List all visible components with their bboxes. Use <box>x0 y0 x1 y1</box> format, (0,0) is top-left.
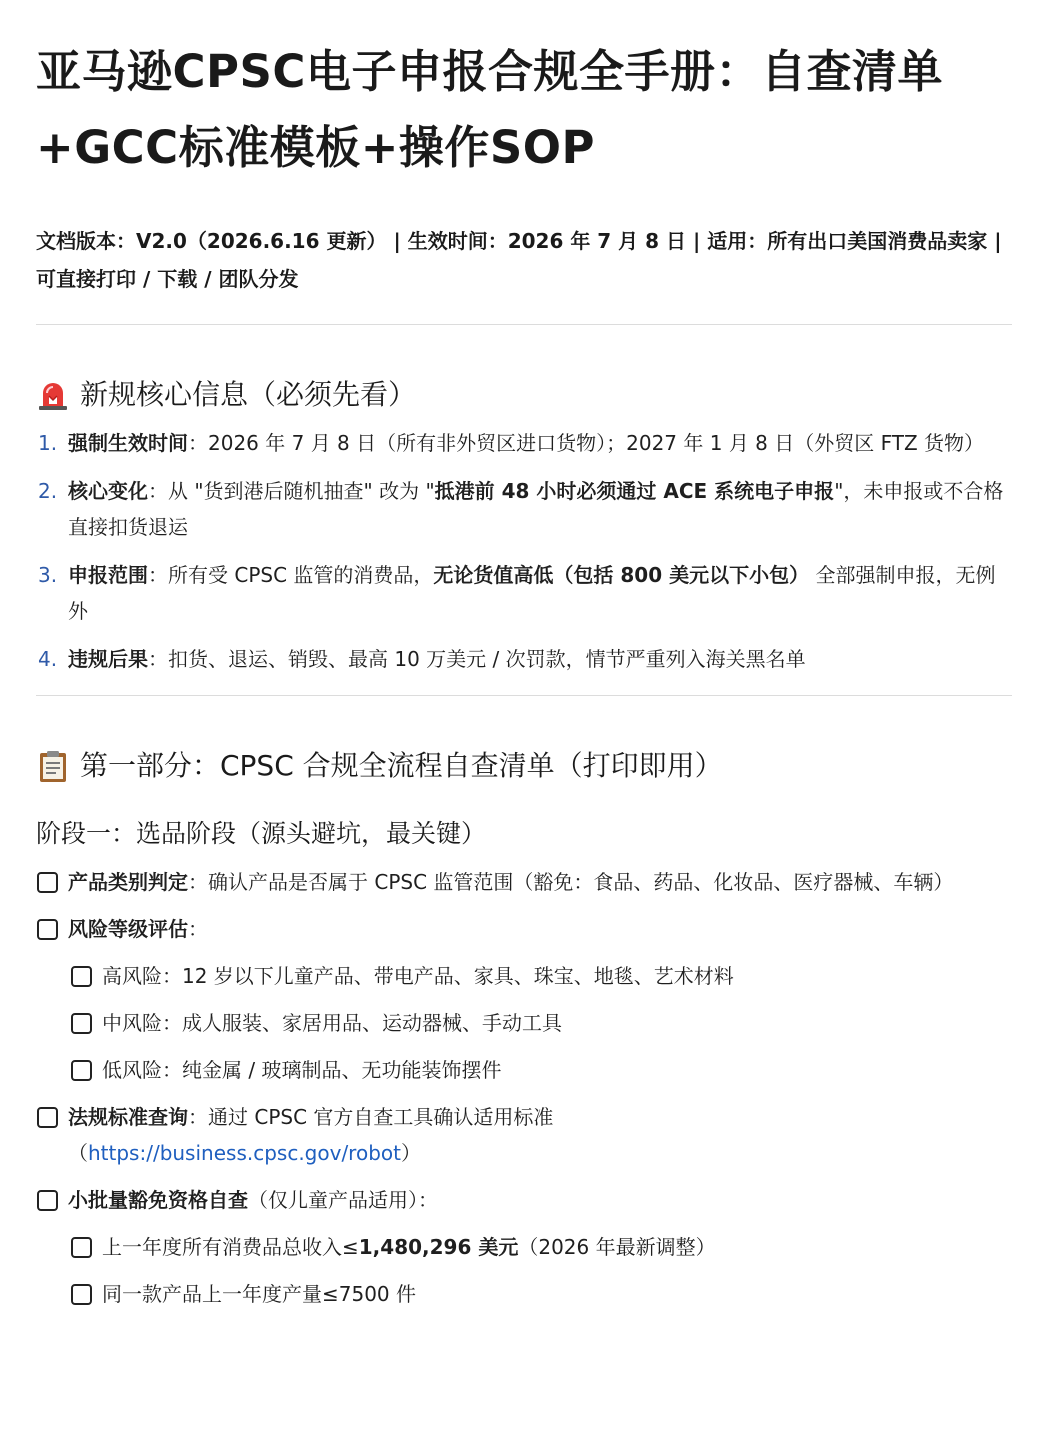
cpsc-robot-link[interactable]: https://business.cpsc.gov/robot <box>88 1141 401 1165</box>
stage-one-heading: 阶段一：选品阶段（源头避坑，最关键） <box>36 819 487 848</box>
checklist-text: ） <box>400 1141 421 1165</box>
checklist-item-small-batch[interactable] <box>36 1182 1012 1218</box>
list-item-label: 核心变化 <box>68 479 148 503</box>
checklist-subitem-revenue[interactable] <box>70 1229 1012 1265</box>
checkbox[interactable] <box>71 1060 92 1081</box>
siren-icon <box>36 378 70 412</box>
checkbox[interactable] <box>71 1237 92 1258</box>
checklist-label: 小批量豁免资格自查 <box>68 1188 248 1212</box>
list-item <box>36 473 1012 545</box>
checklist-item-standard[interactable] <box>36 1099 1012 1171</box>
divider <box>36 324 1012 325</box>
core-info-heading-text: 新规核心信息（必须先看） <box>80 378 417 411</box>
checkbox[interactable] <box>71 1013 92 1034</box>
checklist-text: （ <box>68 1141 88 1165</box>
checkbox[interactable] <box>71 1284 92 1305</box>
list-number: 3. <box>38 563 58 587</box>
checklist-subitem-mid-risk[interactable] <box>70 1005 1012 1041</box>
checklist-text: 中风险：成人服装、家居用品、运动器械、手动工具 <box>102 1011 562 1035</box>
checklist-text: 同一款产品上一年度产量≤7500 件 <box>102 1282 417 1306</box>
clipboard-icon <box>36 749 70 783</box>
checklist-item-risk[interactable] <box>36 911 1012 947</box>
list-number: 2. <box>38 479 58 503</box>
core-info-list <box>36 425 1012 677</box>
checklist-label: 产品类别判定 <box>68 870 188 894</box>
list-item <box>36 557 1012 629</box>
list-number: 1. <box>38 431 58 455</box>
checklist-text: ：确认产品是否属于 CPSC 监管范围（豁免：食品、药品、化妆品、医疗器械、车辆） <box>188 870 954 894</box>
checklist-subitem-low-risk[interactable] <box>70 1052 1012 1088</box>
list-item-text: ：扣货、退运、销毁、最高 10 万美元 / 次罚款，情节严重列入海关黑名单 <box>148 647 806 671</box>
list-item-text: ：2026 年 7 月 8 日（所有非外贸区进口货物）；2027 年 1 月 8 日（外贸区 FTZ 货物） <box>188 431 985 455</box>
list-item <box>36 641 1012 677</box>
core-info-heading <box>36 375 1012 415</box>
part-one-heading-text: 第一部分：CPSC 合规全流程自查清单（打印即用） <box>80 749 723 782</box>
checklist-text: ：通过 CPSC 官方自查工具确认适用标准 <box>188 1105 554 1129</box>
checkbox[interactable] <box>37 1190 58 1211</box>
document-meta: 文档版本：V2.0（2026.6.16 更新） | 生效时间：2026 年 7 月 8 日 | 适用：所有出口美国消费品卖家 | 可直接打印 / 下载 / 团队分发 <box>36 229 1002 291</box>
checkbox[interactable] <box>37 1107 58 1128</box>
list-item-text: "，未申报或不合格直接扣货退运 <box>68 479 1004 539</box>
list-item-label: 强制生效时间 <box>68 431 188 455</box>
checklist-text: 上一年度所有消费品总收入≤ <box>102 1235 359 1259</box>
checklist-item-category[interactable] <box>36 864 1012 900</box>
checklist-subitem-high-risk[interactable] <box>70 958 1012 994</box>
list-item-label: 申报范围 <box>68 563 148 587</box>
checkbox[interactable] <box>37 872 58 893</box>
list-item-emphasis: 抵港前 48 小时必须通过 ACE 系统电子申报 <box>434 479 835 503</box>
checklist-text: （2026 年最新调整） <box>518 1235 716 1259</box>
divider <box>36 695 1012 696</box>
document-title: 亚马逊CPSC电子申报合规全手册：自查清单+GCC标准模板+操作SOP <box>36 45 943 174</box>
stage-one-checklist <box>36 864 1012 1312</box>
checklist-emphasis: 1,480,296 美元 <box>358 1235 519 1259</box>
checklist-text: （仅儿童产品适用）： <box>248 1188 438 1212</box>
checklist-text: ： <box>188 917 208 941</box>
list-number: 4. <box>38 647 58 671</box>
checkbox[interactable] <box>37 919 58 940</box>
list-item-emphasis: 无论货值高低（包括 800 美元以下小包） <box>433 563 810 587</box>
list-item <box>36 425 1012 461</box>
part-one-heading <box>36 746 1012 786</box>
list-item-label: 违规后果 <box>68 647 148 671</box>
checklist-label: 法规标准查询 <box>68 1105 188 1129</box>
checklist-text: 低风险：纯金属 / 玻璃制品、无功能装饰摆件 <box>102 1058 502 1082</box>
checklist-subitem-output[interactable] <box>70 1276 1012 1312</box>
list-item-text: ：所有受 CPSC 监管的消费品， <box>148 563 434 587</box>
checklist-label: 风险等级评估 <box>68 917 188 941</box>
checklist-text: 高风险：12 岁以下儿童产品、带电产品、家具、珠宝、地毯、艺术材料 <box>102 964 734 988</box>
checkbox[interactable] <box>71 966 92 987</box>
list-item-text: 全部强制申报，无例外 <box>68 563 996 623</box>
list-item-text: ：从 "货到港后随机抽查" 改为 " <box>148 479 435 503</box>
